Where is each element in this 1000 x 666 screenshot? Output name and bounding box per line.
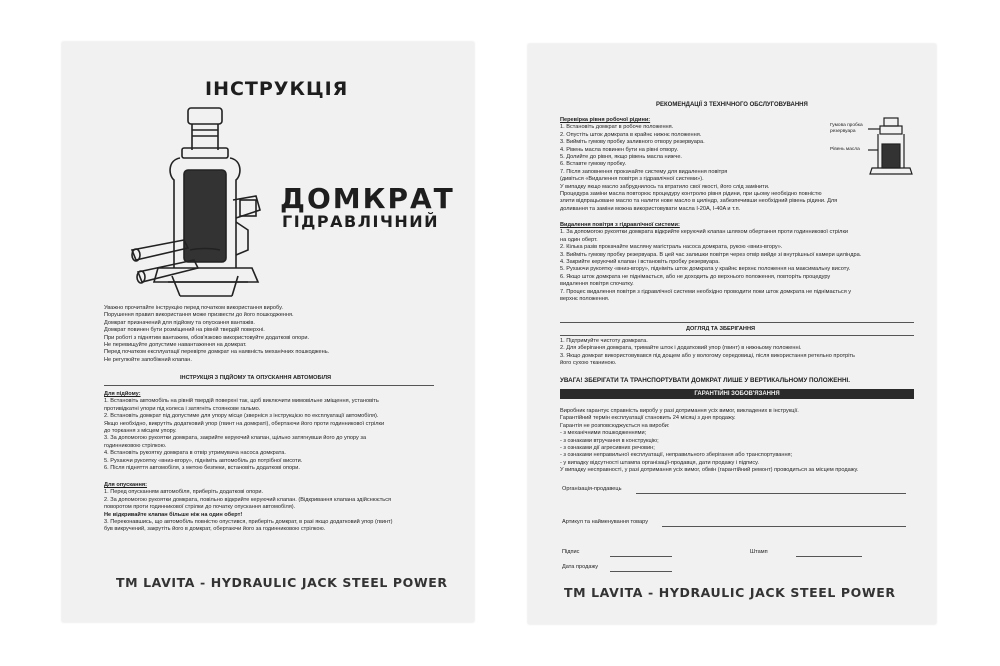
jack-diagram	[868, 116, 914, 178]
stamp-label: Штамп	[750, 549, 768, 555]
stamp-line	[796, 556, 862, 557]
care-title: ДОГЛЯД ТА ЗБЕРІГАННЯ	[686, 326, 756, 332]
diagram-label-plug: Гумова пробка резервуара	[830, 123, 863, 134]
air-step: 6. Якщо шток домкрата не піднімається, або не доходить до верхнього положення, повторіть процедуру	[560, 273, 831, 280]
lower-step: був викручений, закрутіть його в домкрат, обертаючи його за годинниковою стрілкою.	[104, 526, 326, 533]
warranty-line: Гарантія не розповсюджується на вироби:	[560, 422, 670, 429]
warranty-line: - з ознаками втручання в конструкцію;	[560, 437, 659, 444]
care-step: 2. Для зберігання домкрата, тримайте шток і додатковий упор (гвинт) в нижньому положенні.	[560, 345, 802, 352]
air-step: 1. За допомогою рукоятки домкрата відкрийте керуючий клапан шляхом обертання проти годинникової стрілки	[560, 229, 849, 236]
intro-line: Уважно прочитайте інструкцію перед початком використання виробу.	[104, 305, 283, 311]
lower-heading: Для опускання:	[104, 482, 148, 488]
check-step: 7. Після заповнення прокачайте систему для видалення повітря	[560, 168, 728, 175]
check-note: Процедура заміни масла повторює процедуру контролю рівня рідини, при цьому необхідно повністю	[560, 191, 822, 198]
check-heading: Перевірка рівня робочої рідини:	[560, 117, 651, 123]
check-step: 1. Встановіть домкрат в робоче положення.	[560, 124, 674, 131]
check-step: (дивіться «Видалення повітря з гідравлічної системи»).	[560, 176, 704, 183]
lift-step: 3. За допомогою рукоятки домкрата, закрийте керуючий клапан, щільно затягнувши його до упору за	[104, 435, 367, 442]
care-section	[560, 338, 855, 368]
product-title: ДОМКРАТ	[280, 182, 455, 215]
brand-footer: TM LAVITA - HYDRAULIC JACK STEEL POWER	[116, 575, 448, 590]
section-title: ІНСТРУКЦІЯ З ПІДЙОМУ ТА ОПУСКАННЯ АВТОМОБІЛЯ	[180, 375, 332, 381]
air-step: 4. Закрийте керуючий клапан і встановіть пробку резервуара.	[560, 259, 720, 266]
lift-step: 2. Встановіть домкрат під допустиме для упору місце (зверніся з інструкцією по експлуатації автомобіля).	[104, 413, 379, 420]
warranty-line: - з механічними пошкодженнями;	[560, 430, 647, 437]
lower-instructions	[104, 482, 392, 534]
maintenance-title: РЕКОМЕНДАЦІЇ З ТЕХНІЧНОГО ОБСЛУГОВУВАННЯ	[656, 102, 808, 108]
sale-date-label: Дата продажу	[562, 564, 599, 570]
warranty-line: - з ознаками дії агресивних речовин;	[560, 445, 655, 452]
check-step: 4. Рівень масла повинен бути на рівні отвору.	[560, 146, 679, 153]
intro-line: При роботі з піднятим вантажем, обов'язково використовуйте додаткові опори.	[104, 334, 310, 341]
brand-footer: TM LAVITA - HYDRAULIC JACK STEEL POWER	[564, 585, 896, 600]
lift-step: до торкання з місцем упору.	[104, 428, 177, 435]
seller-label: Організація-продавець	[562, 486, 622, 492]
check-step: 6. Вставте гумову пробку.	[560, 161, 627, 168]
lift-heading: Для підйому:	[104, 391, 141, 397]
air-step: 5. Рухаючи рукоятку «вниз-вгору», підніміть шток домкрата у крайнє верхнє положення на максимальну висоту.	[560, 266, 851, 273]
sale-date-line	[610, 571, 672, 572]
intro-line: Порушення правил використання може призвести до його пошкодження.	[104, 312, 294, 319]
storage-warning: УВАГА! ЗБЕРІГАТИ ТА ТРАНСПОРТУВАТИ ДОМКРАТ ЛИШЕ У ВЕРТИКАЛЬНОМУ ПОЛОЖЕННІ.	[560, 377, 851, 384]
fluid-check-section	[560, 117, 837, 213]
care-step: 1. Підтримуйте чистоту домкрата.	[560, 338, 648, 344]
diagram-label-oil-level: Рівень масла	[830, 147, 860, 152]
air-bleed-section	[560, 222, 861, 303]
warranty-banner: ГАРАНТІЙНІ ЗОБОВ'ЯЗАННЯ	[560, 389, 914, 399]
lower-step: 2. За допомогою рукоятки домкрата, повільно відкрийте керуючий клапан. (Відкривання клапана здійснюється	[104, 496, 392, 503]
check-step: 3. Вийміть гумову пробку заливного отвору резервуара.	[560, 139, 705, 146]
care-step: 3. Якщо домкрат використовувався під дощем або у вологому середовищі, після використання ретельно протріть	[560, 352, 855, 359]
lower-step: поворотом проти годинникової стрілки до початку опускання автомобіля).	[104, 504, 296, 511]
article-line	[662, 526, 906, 527]
lift-step: 5. Рухаючи рукоятку «вниз-вгору», підніміть автомобіль до потрібної висоти.	[104, 457, 303, 464]
check-note: У випадку якщо масло забруднилось та втратило свої якості, його слід замінити.	[560, 183, 770, 190]
warranty-line: - у випадку відсутності штампа організації-продавця, дати продажу і підпису.	[560, 459, 759, 466]
signature-label: Підпис	[562, 549, 580, 555]
warranty-line: У випадку несправності, у разі дотримання усіх вимог, обмін (гарантійний ремонт) проводиться за місцем продажу.	[560, 467, 859, 474]
lift-step: противідкатні упори під колеса і затягніть стоянкове гальмо.	[104, 405, 261, 412]
intro-line: Домкрат повинен бути розміщений на рівній твердій поверхні.	[104, 327, 265, 334]
check-step: 2. Опустіть шток домкрата в крайнє нижнє положення.	[560, 131, 702, 138]
lower-step: 3. Переконавшись, що автомобіль повністю опустився, приберіть домкрат, в разі якщо додатковий упор (гвинт)	[104, 519, 393, 526]
warranty-line: Гарантійний термін експлуатації становить 24 місяці з дня продажу.	[560, 415, 736, 422]
hydraulic-jack-illustration	[128, 100, 278, 305]
lift-step: Якщо необхідно, викрутіть додатковий упор (гвинт на домкраті), обертаючи його проти годинникової стрілки	[104, 420, 385, 427]
air-step: верхнє положення.	[560, 296, 610, 303]
air-step: 2. Кілька разів прокачайте масляну магістраль насоса домкрата, рукою «вниз-вгору».	[560, 244, 783, 251]
lift-step: 1. Встановіть автомобіль на рівній твердій поверхні так, щоб виключити мимовільне зміщення, установіть	[104, 398, 379, 405]
intro-line: Не перевищуйте допустиме навантаження на домкрат.	[104, 342, 247, 349]
intro-text	[104, 305, 329, 364]
seller-line	[636, 493, 906, 494]
instruction-page-left	[62, 42, 474, 622]
air-step: 3. Вийміть гумову пробку резервуара. В цей час залишки повітря через отвір вийде зі внутрішньої камери циліндра.	[560, 251, 862, 258]
divider	[560, 322, 914, 323]
lower-step: Не відкривайте клапан більше ніж на один оберт!	[104, 511, 243, 518]
lower-step: 1. Перед опусканням автомобіля, приберіть додаткові опори.	[104, 489, 263, 496]
intro-line: Перед початком експлуатації перевірте домкрат на наявність механічних пошкоджень.	[104, 349, 330, 356]
article-label: Артикул та найменування товару	[562, 519, 648, 525]
signature-line	[610, 556, 672, 557]
lift-instructions	[104, 391, 384, 472]
air-step: 7. Процес видалення повітря з гідравлічної системи необхідно проводити поки шток домкрата не піднімається у	[560, 288, 852, 295]
warranty-line: - з ознаками неправильної експлуатації, неправильного зберігання або транспортування;	[560, 452, 793, 459]
air-step: видалення повітря спочатку.	[560, 281, 634, 288]
air-heading: Видалення повітря з гідравлічної системи:	[560, 222, 680, 228]
product-subtitle: ГІДРАВЛІЧНИЙ	[282, 212, 440, 231]
lift-step: 4. Встановіть рукоятку домкрата в отвір утримувача насоса домкрата.	[104, 450, 286, 457]
intro-line: Не регулюйте запобіжний клапан.	[104, 356, 192, 363]
divider	[104, 385, 434, 386]
intro-line: Домкрат призначений для підйому та опускання вантажів.	[104, 319, 255, 326]
lift-step: 6. Після підняття автомобіля, з метою безпеки, встановіть додаткові опори.	[104, 465, 300, 472]
care-step: його сухою тканиною.	[560, 360, 617, 367]
instruction-page-right	[528, 44, 936, 624]
divider	[560, 335, 914, 336]
check-step: 5. Долийте до рівня, якщо рівень масла нижче.	[560, 154, 682, 161]
air-step: на один оберт.	[560, 236, 598, 243]
warranty-line: Виробник гарантує справність виробу у разі дотримання усіх вимог, викладених в інструкції.	[560, 408, 799, 414]
page-title: ІНСТРУКЦІЯ	[205, 78, 349, 100]
warranty-text	[560, 408, 858, 475]
lift-step: годинниковою стрілкою.	[104, 442, 167, 449]
check-note: доливання та заміни можна використовувати масла I-20A, I-40A и т.п.	[560, 205, 741, 212]
check-note: злити відпрацьоване масло та налити нове масло в циліндр, забезпечивши необхідний рівень рідини. Для	[560, 198, 838, 205]
